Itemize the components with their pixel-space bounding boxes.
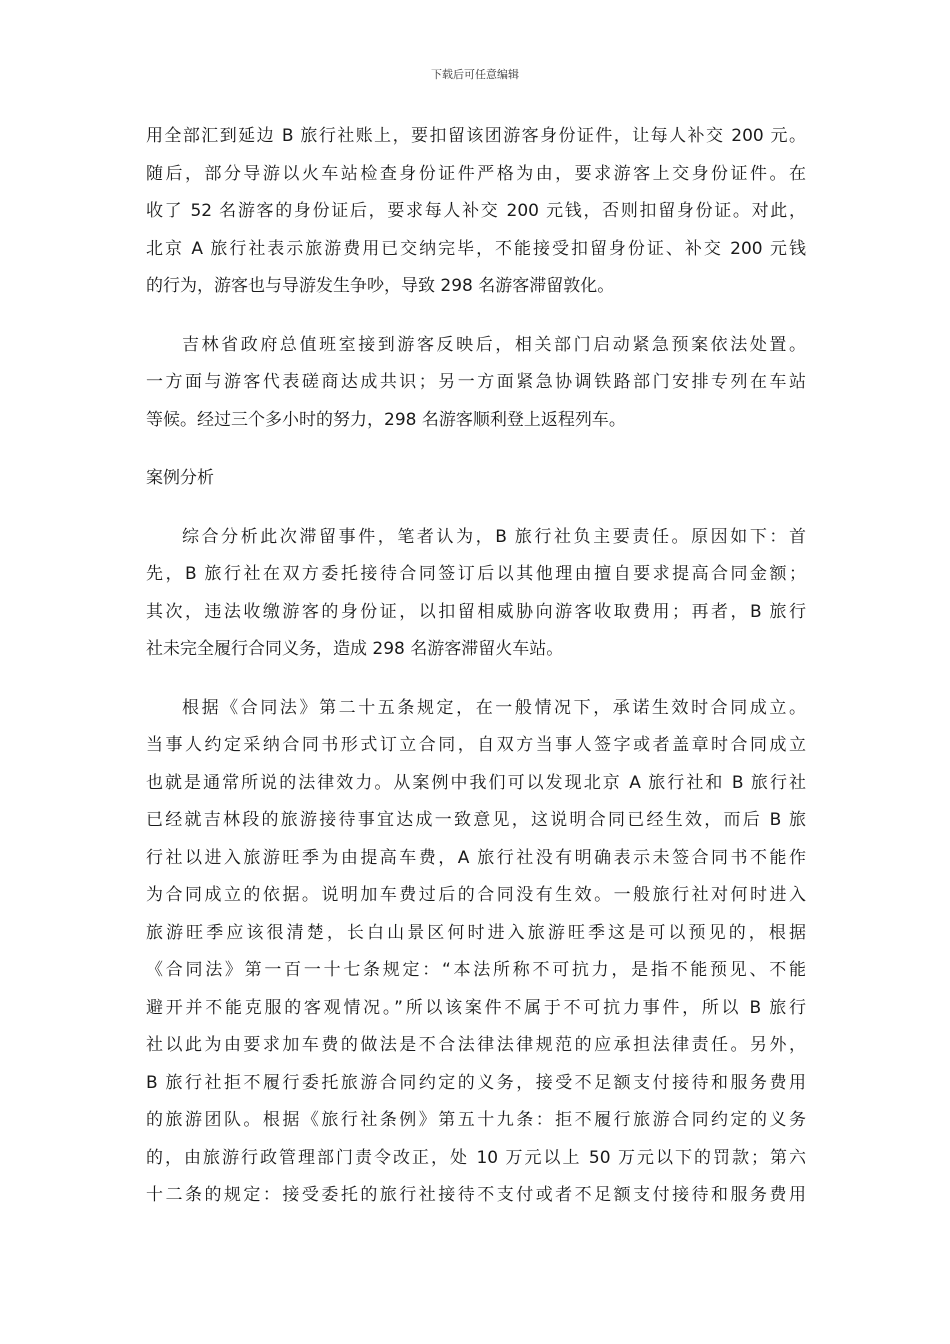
text-line: 随后，部分导游以火车站检查身份证件严格为由，要求游客上交身份证件。在 [146,163,806,184]
text-line: 已经就吉林段的旅游接待事宜达成一致意见，这说明合同已经生效，而后 B 旅 [146,810,806,830]
text-line: 综合分析此次滞留事件，笔者认为，B 旅行社负主要责任。原因如下：首 [182,526,806,547]
text-line: 的旅游团队。根据《旅行社条例》第五十九条：拒不履行旅游合同约定的义务 [146,1110,806,1130]
text-line: 十二条的规定：接受委托的旅行社接待不支付或者不足额支付接待和服务费用 [146,1185,806,1205]
text-line: 的行为，游客也与导游发生争吵，导致 298 名游客滞留敦化。 [146,276,615,296]
text-line: 社未完全履行合同义务，造成 298 名游客滞留火车站。 [146,639,564,659]
text-line: 当事人约定采纳合同书形式订立合同，自双方当事人签字或者盖章时合同成立 [146,735,806,755]
text-line: 等候。经过三个多小时的努力，298 名游客顺利登上返程列车。 [146,409,626,430]
page-header: 下载后可任意编辑 [431,68,519,81]
text-line: 旅游旺季应该很清楚，长白山景区何时进入旅游旺季这是可以预见的，根据 [146,922,806,943]
text-line: 一方面与游客代表磋商达成共识；另一方面紧急协调铁路部门安排专列在车站 [146,372,806,392]
document-body [146,118,806,1215]
text-line: 其次，违法收缴游客的身份证，以扣留相威胁向游客收取费用；再者，B 旅行 [146,601,806,622]
text-line: 吉林省政府总值班室接到游客反映后，相关部门启动紧急预案依法处置。 [182,334,806,355]
text-line: 的，由旅游行政管理部门责令改正，处 10 万元以上 50 万元以下的罚款；第六 [146,1147,806,1168]
text-line: 《合同法》第一百一十七条规定：“本法所称不可抗力，是指不能预见、不能 [146,960,806,980]
text-line: 北京 A 旅行社表示旅游费用已交纳完毕，不能接受扣留身份证、补交 200 元钱 [146,238,806,259]
text-line: 收了 52 名游客的身份证后，要求每人补交 200 元钱，否则扣留身份证。对此， [146,201,806,221]
text-line: 行社以进入旅游旺季为由提高车费，A 旅行社没有明确表示未签合同书不能作 [146,847,806,868]
text-line: 社以此为由要求加车费的做法是不合法律法律规范的应承担法律责任。另外， [146,1035,806,1055]
text-line: 也就是通常所说的法律效力。从案例中我们可以发现北京 A 旅行社和 B 旅行社 [146,772,806,793]
text-line: 为合同成立的依据。说明加车费过后的合同没有生效。一般旅行社对何时进入 [146,885,806,905]
text-line: 根据《合同法》第二十五条规定，在一般情况下，承诺生效时合同成立。 [182,697,806,718]
text-line: 避开并不能克服的客观情况。”所以该案件不属于不可抗力事件，所以 B 旅行 [146,997,806,1018]
text-line: 先，B 旅行社在双方委托接待合同签订后以其他理由擅自要求提高合同金额； [146,564,806,584]
paragraph [146,519,806,669]
section-heading: 案例分析 [146,468,214,488]
paragraph [146,327,806,440]
text-line: B 旅行社拒不履行委托旅游合同约定的义务，接受不足额支付接待和服务费用 [146,1072,806,1093]
paragraph [146,690,806,1215]
paragraph [146,118,806,306]
text-line: 用全部汇到延边 B 旅行社账上，要扣留该团游客身份证件，让每人补交 200 元。 [146,126,806,146]
